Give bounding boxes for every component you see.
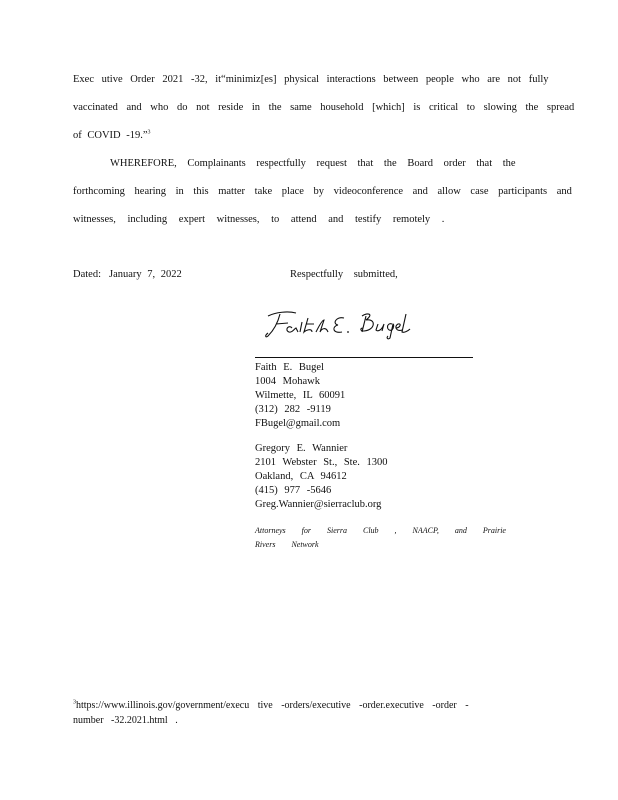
- footnote-line-2: number -32.2021.html .: [73, 715, 178, 726]
- footnote-url-part-1: https://www.illinois.gov/government/execu tive -orders/executive -order.executive -order -: [76, 700, 469, 711]
- signer-1-block: [255, 361, 345, 431]
- body-line-6: witnesses, including expert witnesses, to attend and testify remotely .: [73, 214, 445, 225]
- dated-label: Dated:: [73, 269, 101, 280]
- signer-2-street: 2101 Webster St., Ste. 1300: [255, 457, 388, 468]
- signer-2-phone: (415) 977 -5646: [255, 485, 332, 496]
- closing-text: Respectfully submitted,: [290, 269, 398, 280]
- signer-1-phone: (312) 282 -9119: [255, 404, 331, 415]
- handwritten-signature: [262, 306, 412, 340]
- signature-line: [255, 357, 473, 358]
- body-line-4: WHEREFORE, Complainants respectfully request that the Board order that the: [110, 158, 516, 169]
- footnote-reference: 3: [147, 129, 151, 136]
- body-line-3: [73, 130, 151, 141]
- body-line-3-text: of COVID -19.”: [73, 130, 148, 141]
- footnote-number: 3: [73, 699, 76, 706]
- attorneys-for: Attorneys for Sierra Club , NAACP, and Prairie Rivers Network: [255, 526, 506, 549]
- body-line-2: vaccinated and who do not reside in the same household [which] is critical to slowing the spread: [73, 102, 575, 113]
- signer-2-name: Gregory E. Wannier: [255, 443, 348, 454]
- signer-1-city: Wilmette, IL 60091: [255, 390, 346, 401]
- signer-1-email: FBugel@gmail.com: [255, 418, 341, 429]
- signer-1-street: 1004 Mohawk: [255, 376, 320, 387]
- body-line-5: forthcoming hearing in this matter take place by videoconference and allow case participants and: [73, 186, 572, 197]
- signer-2-block: [255, 442, 388, 512]
- dated-date: January 7, 2022: [109, 269, 182, 280]
- footnote-line-1: [73, 700, 469, 711]
- signer-2-city: Oakland, CA 94612: [255, 471, 347, 482]
- signer-1-name: Faith E. Bugel: [255, 362, 324, 373]
- body-line-1: Exec utive Order 2021 -32, it“minimiz[es] physical interactions between people who are not fully: [73, 74, 549, 85]
- signer-2-email: Greg.Wannier@sierraclub.org: [255, 499, 382, 510]
